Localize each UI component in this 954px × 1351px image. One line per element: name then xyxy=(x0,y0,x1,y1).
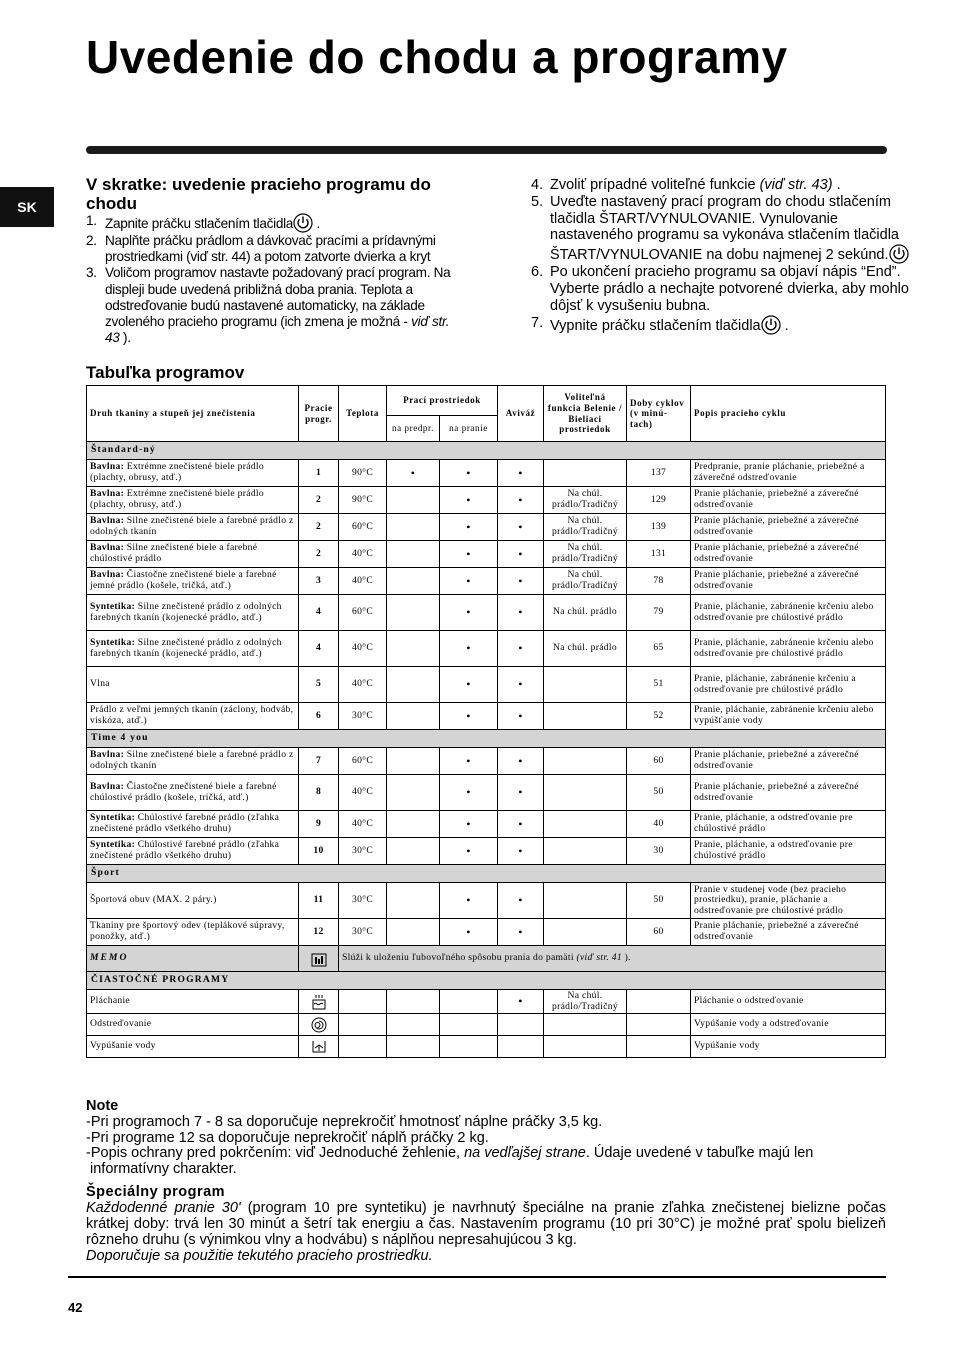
temperature: 90°C xyxy=(339,487,387,514)
program-icon-cell xyxy=(299,1036,339,1058)
program-number: 7 xyxy=(299,748,339,775)
fabric-cell: Syntetika: Silne znečistené prádlo z odolných farebných tkanín (kojenecké prádlo, atď.) xyxy=(87,595,299,631)
bleach-cell: Na chúl. prádlo/Tradičný xyxy=(544,568,627,595)
fabric-cell: Bavlna: Silne znečistené biele a farebné prádlo z odolných tkanín xyxy=(87,748,299,775)
prewash-cell xyxy=(387,568,440,595)
temperature: 60°C xyxy=(339,748,387,775)
bleach-cell xyxy=(544,838,627,865)
table-row xyxy=(87,919,886,946)
fabric-cell: Odstreďovanie xyxy=(87,1014,299,1036)
step-item: 6. Po ukončení pracieho programu sa objaví nápis “End”. Vyberte prádlo a nechajte potvorené dvierka, aby mohlo dôjsť k vysušeniu bubna. xyxy=(531,264,909,314)
description-cell: Pranie, pláchanie, a odstreďovanie pre chúlostivé prádlo xyxy=(691,811,886,838)
description-cell: Pranie pláchanie, priebežné a záverečné odstreďovanie xyxy=(691,748,886,775)
memo-icon-cell xyxy=(299,946,339,972)
prewash-cell: • xyxy=(387,460,440,487)
program-number: 9 xyxy=(299,811,339,838)
temperature: 40°C xyxy=(339,541,387,568)
prewash-cell xyxy=(387,838,440,865)
table-row xyxy=(87,460,886,487)
softener-cell: • xyxy=(498,541,544,568)
prewash-cell xyxy=(387,514,440,541)
rinse-icon xyxy=(311,994,327,1010)
wash-cell: • xyxy=(440,838,498,865)
softener-cell: • xyxy=(498,568,544,595)
fabric-cell: Prádlo z veľmi jemných tkanín (záclony, hodváb, viskóza, atď.) xyxy=(87,703,299,730)
step-item: 1. Zapnite práčku stlačením tlačidla . xyxy=(86,213,321,231)
program-icon-cell xyxy=(299,990,339,1014)
header-bleach: Voliteľná funkcia Belenie / Bieliaci prostriedok xyxy=(544,386,627,442)
temperature: 60°C xyxy=(339,595,387,631)
table-row xyxy=(87,748,886,775)
notes xyxy=(86,1099,886,1178)
duration-cell: 137 xyxy=(627,460,691,487)
prewash-cell xyxy=(387,919,440,946)
note-line: -Pri programe 12 sa doporučuje neprekročiť náplň práčky 2 kg. xyxy=(86,1129,489,1146)
prewash-cell xyxy=(387,748,440,775)
duration-cell: 30 xyxy=(627,838,691,865)
description-cell: Pranie pláchanie, priebežné a záverečné odstreďovanie xyxy=(691,541,886,568)
temperature: 40°C xyxy=(339,811,387,838)
fabric-cell: Bavlna: Extrémne znečistené biele prádlo (plachty, obrusy, atď.) xyxy=(87,487,299,514)
quick-start-left xyxy=(86,175,466,346)
prewash-cell xyxy=(387,1036,440,1058)
header-description: Popis pracieho cyklu xyxy=(691,386,886,442)
quick-start-heading: V skratke: uvedenie pracieho programu do chodu xyxy=(86,175,431,213)
step-item: 5. Uveďte nastavený prací program do chodu stlačením tlačidla ŠTART/VYNULOVANIE. Vynulovanie nastaveného programu sa vykonáva stlačením tlačidla ŠTART/VYNULOVANIE na dobu najmenej 2 sekúnd. xyxy=(531,194,909,264)
temperature xyxy=(339,990,387,1014)
softener-cell: • xyxy=(498,595,544,631)
bleach-cell xyxy=(544,1036,627,1058)
wash-cell xyxy=(440,1036,498,1058)
fabric-cell: Syntetika: Chúlostivé farebné prádlo (zľahka znečistené prádlo všetkého druhu) xyxy=(87,811,299,838)
note-line: informatívny charakter. xyxy=(90,1161,237,1178)
program-number: 11 xyxy=(299,883,339,919)
wash-cell: • xyxy=(440,487,498,514)
softener-cell: • xyxy=(498,990,544,1014)
duration-cell: 51 xyxy=(627,667,691,703)
softener-cell: • xyxy=(498,514,544,541)
prewash-cell xyxy=(387,811,440,838)
softener-cell: • xyxy=(498,703,544,730)
wash-cell: • xyxy=(440,703,498,730)
description-cell: Pranie, pláchanie, zabránenie krčeniu alebo odstreďovanie pre chúlostivé prádlo xyxy=(691,595,886,631)
bleach-cell xyxy=(544,667,627,703)
temperature xyxy=(339,1014,387,1036)
description-cell: Predpranie, pranie pláchanie, priebežné a záverečné odstreďovanie xyxy=(691,460,886,487)
program-number: 4 xyxy=(299,595,339,631)
description-cell: Vypúšanie vody a odstreďovanie xyxy=(691,1014,886,1036)
table-row xyxy=(87,667,886,703)
softener-cell: • xyxy=(498,775,544,811)
temperature: 30°C xyxy=(339,703,387,730)
header-wash: na pranie xyxy=(440,416,498,442)
temperature: 40°C xyxy=(339,667,387,703)
wash-cell: • xyxy=(440,568,498,595)
program-number: 10 xyxy=(299,838,339,865)
temperature xyxy=(339,1036,387,1058)
wash-cell: • xyxy=(440,460,498,487)
duration-cell: 50 xyxy=(627,775,691,811)
description-cell: Pranie v studenej vode (bez pracieho prostriedku), pranie, pláchanie a odstreďovanie pre chúlostivé prádlo xyxy=(691,883,886,919)
softener-cell: • xyxy=(498,487,544,514)
wash-cell: • xyxy=(440,811,498,838)
bleach-cell xyxy=(544,703,627,730)
program-number: 8 xyxy=(299,775,339,811)
table-title: Tabuľka programov xyxy=(86,363,245,382)
softener-cell: • xyxy=(498,748,544,775)
duration-cell: 78 xyxy=(627,568,691,595)
duration-cell: 60 xyxy=(627,748,691,775)
page-number: 42 xyxy=(68,1300,83,1315)
description-cell: Pranie, pláchanie, zabránenie krčeniu alebo vypúšťanie vody xyxy=(691,703,886,730)
quick-start-steps-right xyxy=(531,177,909,335)
program-number: 6 xyxy=(299,703,339,730)
temperature: 90°C xyxy=(339,460,387,487)
bleach-cell xyxy=(544,919,627,946)
special-program xyxy=(86,1184,886,1264)
temperature: 40°C xyxy=(339,631,387,667)
temperature: 60°C xyxy=(339,514,387,541)
duration-cell xyxy=(627,1036,691,1058)
power-icon xyxy=(761,315,781,335)
fabric-cell: Bavlna: Čiastočne znečistené biele a farebné jemné prádlo (košele, tričká, atď.) xyxy=(87,568,299,595)
table-row xyxy=(87,811,886,838)
memo-text: Slúži k uloženiu ľubovoľného spôsobu prania do pamäti (viď str. 41 ). xyxy=(339,946,886,972)
description-cell: Pranie, pláchanie, zabránenie krčeniu alebo odstreďovanie pre chúlostivé prádlo xyxy=(691,631,886,667)
fabric-cell: Bavlna: Silne znečistené biele a farebné prádlo z odolných tkanín xyxy=(87,514,299,541)
header-duration: Doby cyklov (v minú-tach) xyxy=(627,386,691,442)
description-cell: Pranie, pláchanie, a odstreďovanie pre chúlostivé prádlo xyxy=(691,838,886,865)
fabric-cell: Bavlna: Extrémne znečistené biele prádlo (plachty, obrusy, atď.) xyxy=(87,460,299,487)
program-number: 5 xyxy=(299,667,339,703)
description-cell: Pranie pláchanie, priebežné a záverečné odstreďovanie xyxy=(691,487,886,514)
bleach-cell xyxy=(544,883,627,919)
prewash-cell xyxy=(387,883,440,919)
header-prewash: na predpr. xyxy=(387,416,440,442)
table-row xyxy=(87,514,886,541)
table-row xyxy=(87,703,886,730)
duration-cell: 65 xyxy=(627,631,691,667)
wash-cell: • xyxy=(440,595,498,631)
wash-cell: • xyxy=(440,748,498,775)
wash-cell: • xyxy=(440,919,498,946)
prewash-cell xyxy=(387,703,440,730)
softener-cell: • xyxy=(498,883,544,919)
softener-cell: • xyxy=(498,811,544,838)
program-number: 3 xyxy=(299,568,339,595)
wash-cell xyxy=(440,1014,498,1036)
quick-start-right xyxy=(531,177,909,335)
section-header: Time 4 you xyxy=(87,730,886,748)
bleach-cell: Na chúl. prádlo xyxy=(544,595,627,631)
duration-cell: 50 xyxy=(627,883,691,919)
memo-icon xyxy=(311,951,327,967)
header-temp: Teplota xyxy=(339,386,387,442)
wash-cell: • xyxy=(440,883,498,919)
table-row xyxy=(87,1014,886,1036)
description-cell: Pranie pláchanie, priebežné a záverečné odstreďovanie xyxy=(691,514,886,541)
fabric-cell: Vlna xyxy=(87,667,299,703)
bleach-cell: Na chúl. prádlo/Tradičný xyxy=(544,514,627,541)
bleach-cell: Na chúl. prádlo xyxy=(544,631,627,667)
prewash-cell xyxy=(387,595,440,631)
temperature: 40°C xyxy=(339,568,387,595)
softener-cell xyxy=(498,1014,544,1036)
wash-cell: • xyxy=(440,775,498,811)
duration-cell: 52 xyxy=(627,703,691,730)
fabric-cell: Športová obuv (MAX. 2 páry.) xyxy=(87,883,299,919)
table-row xyxy=(87,775,886,811)
table-row xyxy=(87,487,886,514)
power-icon xyxy=(293,213,313,233)
step-item: 4. Zvoliť prípadné voliteľné funkcie (viď str. 43) . xyxy=(531,177,841,193)
step-item: 3. Voličom programov nastavte požadovaný prací program. Na displeji bude uvedená približná doba prania. Teplota a odstreďovanie budú nastavené automaticky, na základe zvoleného pracieho programu (ich zmena je možná - viď str. 43 ). xyxy=(86,265,451,346)
table-row xyxy=(87,568,886,595)
table-row xyxy=(87,990,886,1014)
step-item: 2. Naplňte práčku prádlom a dávkovač pracími a prídavnými prostriedkami (viď str. 44) a potom zatvorte dvierka a kryt xyxy=(86,233,436,265)
duration-cell xyxy=(627,1014,691,1036)
temperature: 40°C xyxy=(339,775,387,811)
bleach-cell: Na chúl. prádlo/Tradičný xyxy=(544,990,627,1014)
header-program: Pracie progr. xyxy=(299,386,339,442)
description-cell: Pranie pláchanie, priebežné a záverečné odstreďovanie xyxy=(691,775,886,811)
softener-cell: • xyxy=(498,919,544,946)
program-number: 4 xyxy=(299,631,339,667)
special-heading: Špeciálny program xyxy=(86,1184,226,1200)
duration-cell: 79 xyxy=(627,595,691,631)
softener-cell: • xyxy=(498,838,544,865)
section-header: Štandard-ný xyxy=(87,442,886,460)
description-cell: Pranie pláchanie, priebežné a záverečné odstreďovanie xyxy=(691,919,886,946)
notes-heading: Note xyxy=(86,1098,119,1114)
wash-cell: • xyxy=(440,667,498,703)
table-row xyxy=(87,541,886,568)
wash-cell: • xyxy=(440,541,498,568)
title-rule xyxy=(86,146,887,154)
duration-cell: 60 xyxy=(627,919,691,946)
header-detergent: Prací prostriedok xyxy=(387,386,498,416)
table-row xyxy=(87,631,886,667)
softener-cell xyxy=(498,1036,544,1058)
prewash-cell xyxy=(387,487,440,514)
fabric-cell: Bavlna: Silne znečistené biele a farebné chúlostivé prádlo xyxy=(87,541,299,568)
prewash-cell xyxy=(387,631,440,667)
bleach-cell xyxy=(544,1014,627,1036)
program-icon-cell xyxy=(299,1014,339,1036)
header-softener: Aviváž xyxy=(498,386,544,442)
fabric-cell: Tkaniny pre športový odev (teplákové súpravy, ponožky, atď.) xyxy=(87,919,299,946)
description-cell: Pranie, pláchanie, zabránenie krčeniu a odstreďovanie pre chúlostivé prádlo xyxy=(691,667,886,703)
table-row xyxy=(87,595,886,631)
section-header: Šport xyxy=(87,865,886,883)
duration-cell: 129 xyxy=(627,487,691,514)
bleach-cell xyxy=(544,811,627,838)
softener-cell: • xyxy=(498,667,544,703)
program-number: 2 xyxy=(299,487,339,514)
duration-cell xyxy=(627,990,691,1014)
quick-start-steps-left xyxy=(86,213,466,346)
fabric-cell: Bavlna: Čiastočne znečistené biele a farebné chúlostivé prádlo (košele, tričká, atď.) xyxy=(87,775,299,811)
language-tab: SK xyxy=(0,187,54,227)
bleach-cell: Na chúl. prádlo/Tradičný xyxy=(544,541,627,568)
fabric-cell: Syntetika: Chúlostivé farebné prádlo (zľahka znečistené prádlo všetkého druhu) xyxy=(87,838,299,865)
memo-label: MEMO xyxy=(87,946,299,972)
footer-rule xyxy=(68,1276,886,1278)
duration-cell: 131 xyxy=(627,541,691,568)
description-cell: Pranie pláchanie, priebežné a záverečné odstreďovanie xyxy=(691,568,886,595)
prewash-cell xyxy=(387,775,440,811)
fabric-cell: Pláchanie xyxy=(87,990,299,1014)
wash-cell xyxy=(440,990,498,1014)
temperature: 30°C xyxy=(339,919,387,946)
description-cell: Pláchanie o odstreďovanie xyxy=(691,990,886,1014)
bleach-cell xyxy=(544,460,627,487)
fabric-cell: Vypúšanie vody xyxy=(87,1036,299,1058)
table-row xyxy=(87,883,886,919)
power-icon xyxy=(889,244,909,264)
prewash-cell xyxy=(387,667,440,703)
special-text: Každodenné pranie 30' (program 10 pre syntetiku) je navrhnutý špeciálne na pranie zľahka znečistenej bielizne počas krátkej doby: trvá len 30 minút a šetrí tak energiu a čas. Nastavením programu (10 pri 30°C) je možné prať spolu bielizeň rôzneho druhu (s výnimkou vlny a hodvábu) s náplňou nepresahujúcou 3 kg. Doporučuje sa použitie tekutého pracieho prostriedku. xyxy=(86,1200,886,1264)
section-header: ČIASTOČNÉ PROGRAMY xyxy=(87,972,886,990)
program-number: 2 xyxy=(299,514,339,541)
header-fabric: Druh tkaniny a stupeň jej znečistenia xyxy=(87,386,299,442)
drain-icon xyxy=(311,1039,327,1055)
temperature: 30°C xyxy=(339,883,387,919)
program-number: 1 xyxy=(299,460,339,487)
prewash-cell xyxy=(387,1014,440,1036)
table-row xyxy=(87,1036,886,1058)
page-title: Uvedenie do chodu a programy xyxy=(86,31,788,83)
softener-cell: • xyxy=(498,460,544,487)
description-cell: Vypúšanie vody xyxy=(691,1036,886,1058)
prewash-cell xyxy=(387,541,440,568)
program-number: 2 xyxy=(299,541,339,568)
fabric-cell: Syntetika: Silne znečistené prádlo z odolných farebných tkanín (kojenecké prádlo, atď.) xyxy=(87,631,299,667)
wash-cell: • xyxy=(440,631,498,667)
program-table xyxy=(86,385,886,1058)
prewash-cell xyxy=(387,990,440,1014)
spin-icon xyxy=(311,1017,327,1033)
table-row xyxy=(87,838,886,865)
note-line: -Pri programoch 7 - 8 sa doporučuje neprekročiť hmotnosť náplne práčky 3,5 kg. xyxy=(86,1113,603,1130)
program-number: 12 xyxy=(299,919,339,946)
duration-cell: 40 xyxy=(627,811,691,838)
wash-cell: • xyxy=(440,514,498,541)
softener-cell: • xyxy=(498,631,544,667)
note-line-ironing: -Popis ochrany pred pokrčením: viď Jednoduché žehlenie, na vedľajšej strane. Údaje uvedené v tabuľke majú len xyxy=(86,1145,814,1162)
step-item: 7. Vypnite práčku stlačením tlačidla . xyxy=(531,314,789,334)
duration-cell: 139 xyxy=(627,514,691,541)
memo-row xyxy=(87,946,886,972)
bleach-cell xyxy=(544,775,627,811)
temperature: 30°C xyxy=(339,838,387,865)
bleach-cell xyxy=(544,748,627,775)
bleach-cell: Na chúl. prádlo/Tradičný xyxy=(544,487,627,514)
